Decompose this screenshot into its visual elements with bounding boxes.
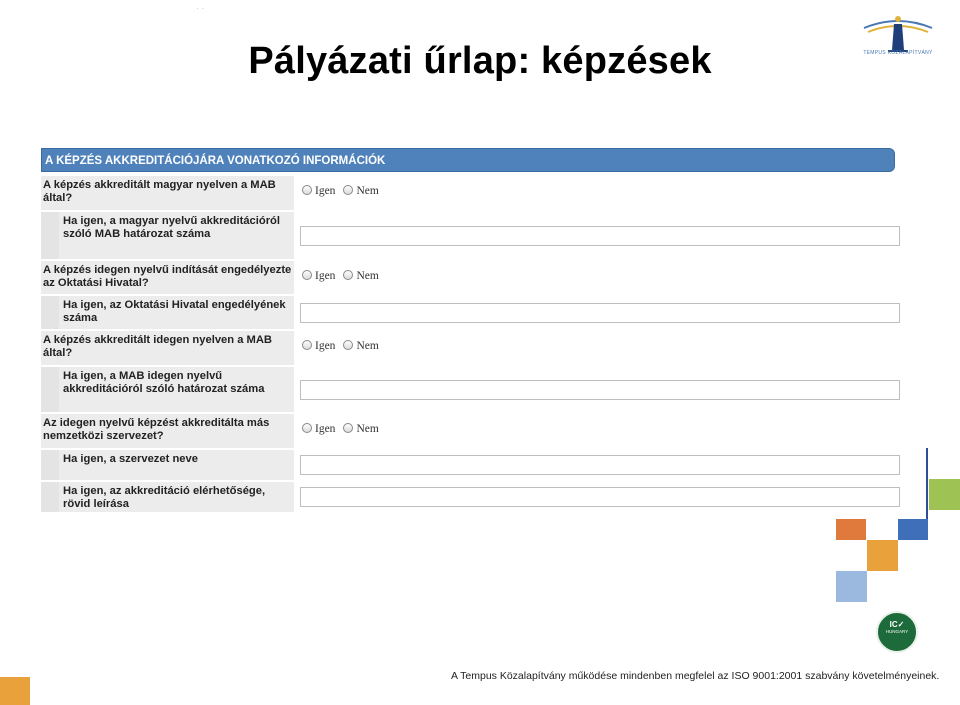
radio-yes[interactable] — [302, 423, 312, 433]
decor-square-lightblue — [836, 571, 867, 602]
row-label: Ha igen, a MAB idegen nyelvű akkreditációról szóló határozat száma — [41, 367, 294, 412]
row-value-cell — [294, 450, 901, 480]
text-input[interactable] — [300, 303, 900, 323]
row-label: A képzés akkreditált magyar nyelven a MAB által? — [41, 176, 294, 210]
radio-no[interactable] — [343, 423, 353, 433]
radio-group — [302, 423, 387, 435]
text-input[interactable] — [300, 487, 900, 507]
radio-option-yes[interactable] — [302, 185, 335, 197]
radio-group — [302, 270, 387, 282]
radio-no[interactable] — [343, 185, 353, 195]
decor-square-gold — [867, 540, 898, 571]
row-value-cell — [294, 482, 901, 512]
row-value-cell — [294, 296, 901, 329]
sub-row-indent — [41, 367, 59, 412]
row-label: Ha igen, a magyar nyelvű akkreditációról szóló MAB határozat száma — [41, 212, 294, 259]
radio-label-no: Nem — [356, 340, 379, 352]
row-value-cell — [294, 261, 901, 294]
form-row — [41, 482, 901, 512]
row-value-cell — [294, 331, 901, 365]
radio-group — [302, 340, 387, 352]
form-row — [41, 450, 901, 480]
radio-option-no[interactable] — [343, 185, 378, 197]
form-row — [41, 176, 901, 210]
radio-no[interactable] — [343, 270, 353, 280]
row-label: Ha igen, az Oktatási Hivatal engedélyének száma — [41, 296, 294, 329]
radio-yes[interactable] — [302, 185, 312, 195]
sub-row-indent — [41, 212, 59, 259]
radio-label-yes: Igen — [315, 185, 336, 197]
sub-row-indent — [41, 296, 59, 329]
form-row — [41, 212, 901, 259]
row-label: A képzés idegen nyelvű indítását engedélyezte az Oktatási Hivatal? — [41, 261, 294, 294]
radio-option-no[interactable] — [343, 270, 378, 282]
radio-option-yes[interactable] — [302, 340, 335, 352]
radio-group — [302, 185, 387, 197]
form-row — [41, 414, 901, 448]
decor-square-darkblue — [898, 519, 928, 540]
row-value-cell — [294, 212, 901, 259]
decor-square-orange — [836, 519, 866, 540]
row-label: Az idegen nyelvű képzést akkreditálta más nemzetközi szervezet? — [41, 414, 294, 448]
radio-option-yes[interactable] — [302, 423, 335, 435]
row-label: Ha igen, a szervezet neve — [41, 450, 294, 480]
row-label: Ha igen, az akkreditáció elérhetősége, rövid leírása — [41, 482, 294, 512]
tempus-logo-icon — [858, 10, 938, 70]
radio-label-yes: Igen — [315, 423, 336, 435]
form-row — [41, 261, 901, 294]
text-input[interactable] — [300, 455, 900, 475]
radio-yes[interactable] — [302, 340, 312, 350]
text-input[interactable] — [300, 226, 900, 246]
form-row — [41, 367, 901, 412]
top-dots: · · — [196, 3, 205, 13]
text-input[interactable] — [300, 380, 900, 400]
radio-option-yes[interactable] — [302, 270, 335, 282]
section-header: A KÉPZÉS AKKREDITÁCIÓJÁRA VONATKOZÓ INFORMÁCIÓK — [41, 148, 895, 172]
radio-label-no: Nem — [356, 270, 379, 282]
sub-row-indent — [41, 450, 59, 480]
row-value-cell — [294, 367, 901, 412]
iso-footer: A Tempus Közalapítvány működése mindenben megfelel az ISO 9001:2001 szabvány követelményeinek. — [451, 670, 940, 682]
sub-row-indent — [41, 482, 59, 512]
logo-text: TEMPUS KÖZALAPÍTVÁNY — [863, 50, 933, 56]
row-value-cell — [294, 414, 901, 448]
radio-label-yes: Igen — [315, 270, 336, 282]
form-row — [41, 296, 901, 329]
badge-line1: IC✓ — [889, 620, 905, 629]
radio-option-no[interactable] — [343, 340, 378, 352]
radio-label-no: Nem — [356, 185, 379, 197]
decor-line — [926, 448, 928, 530]
form-row — [41, 331, 901, 365]
radio-option-no[interactable] — [343, 423, 378, 435]
accreditation-form — [41, 148, 895, 510]
page-title: Pályázati űrlap: képzések — [248, 40, 712, 82]
decor-square-corner — [0, 677, 30, 705]
radio-label-yes: Igen — [315, 340, 336, 352]
radio-no[interactable] — [343, 340, 353, 350]
row-value-cell — [294, 176, 901, 210]
radio-yes[interactable] — [302, 270, 312, 280]
decor-square-green — [929, 479, 960, 510]
badge-line2: HUNGARY — [885, 629, 909, 634]
row-label: A képzés akkreditált idegen nyelven a MAB által? — [41, 331, 294, 365]
radio-label-no: Nem — [356, 423, 379, 435]
ic-hungary-badge — [876, 611, 918, 653]
